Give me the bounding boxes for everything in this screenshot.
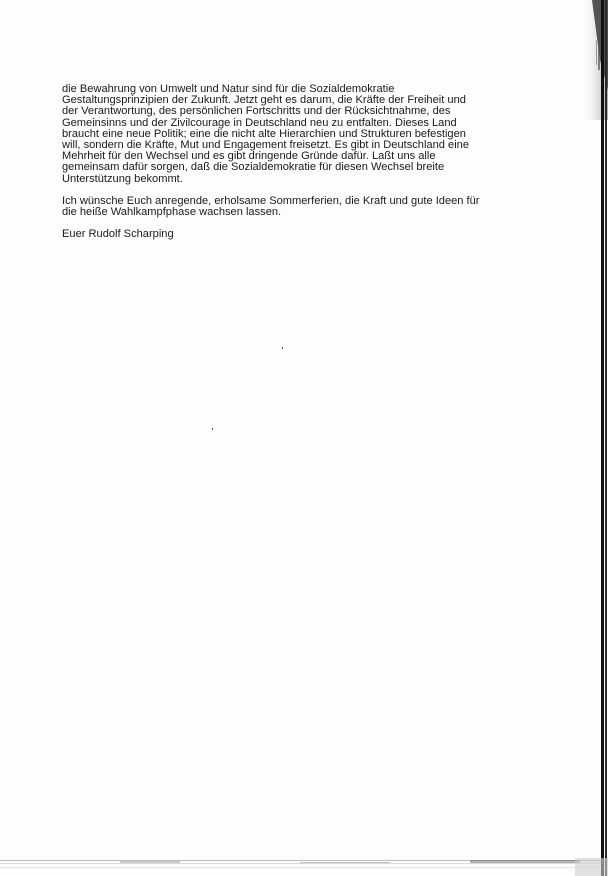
scan-speck [212,428,213,430]
text-line: Mehrheit für den Wechsel und es gibt dringende Gründe dafür. Laßt uns alle [62,150,436,163]
text-line: will, sondern die Kräfte, Mut und Engagement freisetzt. Es gibt in Deutschland eine [62,139,469,152]
paragraph-wishes [62,196,517,218]
letter-body [62,84,517,240]
scan-edge-right [562,0,608,876]
text-line: die heiße Wahlkampfphase wachsen lassen. [62,206,282,219]
text-line: Gestaltungsprinzipien der Zukunft. Jetzt geht es darum, die Kräfte der Freiheit und [62,94,466,107]
text-line: gemeinsam dafür sorgen, daß die Sozialdemokratie für diesen Wechsel breite [62,161,445,174]
text-line: Unterstützung bekommt. [62,172,183,185]
scan-speck [282,347,283,349]
scan-edge-bottom [0,858,608,876]
text-line: Ich wünsche Euch anregende, erholsame Sommerferien, die Kraft und gute Ideen für [62,194,480,207]
text-line: die Bewahrung von Umwelt und Natur sind für die Sozialdemokratie [62,83,395,95]
text-line: braucht eine neue Politik; eine die nicht alte Hierarchien und Strukturen befestigen [62,127,466,140]
signature-line: Euer Rudolf Scharping [62,228,174,241]
text-line: Gemeinsinns und der Zivilcourage in Deutschland neu zu entfalten. Dieses Land [62,116,457,129]
paragraph-closing-argument [62,84,517,185]
text-line: der Verantwortung, des persönlichen Fortschritts und der Rücksichtnahme, des [62,105,451,118]
